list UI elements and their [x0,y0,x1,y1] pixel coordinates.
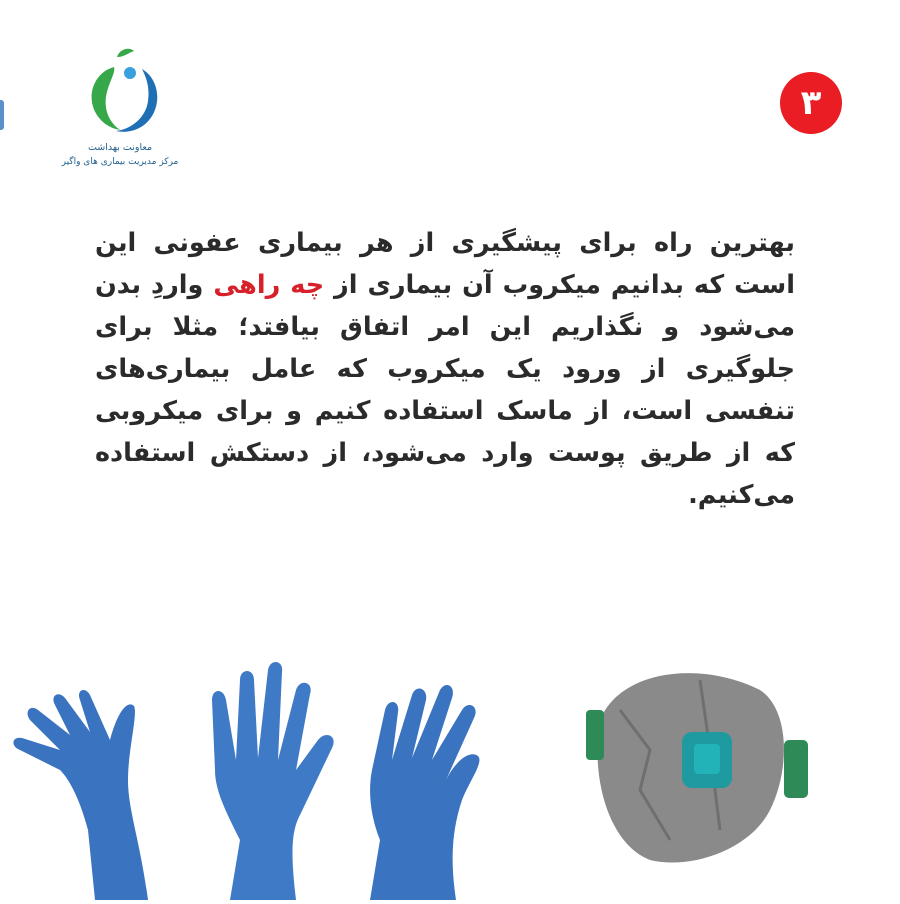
respirator-mask-icon [586,673,808,862]
glove-right-icon [370,685,479,900]
health-deputy-logo [61,45,180,175]
logo-emblem-icon [70,45,180,145]
body-paragraph [95,222,795,516]
body-text-part2: واردِ بدن می‌شود و نگذاریم این امر اتفاق بیافتد؛ مثلا برای جلوگیری از ورود یک میکروب که عامل بیماری‌های تنفسی است، از ماسک استفاده کنیم و برای میکروبی که از طریق پوست وارد می‌شود، از دستکش استفاده می‌کنیم. [95,270,795,510]
logo-caption-center: مرکز مدیریت بیماری های واگیر [61,157,179,167]
logo-caption-deputy: معاونت بهداشت [87,142,153,153]
glove-left-icon [13,690,148,900]
page-edge-mark [0,100,4,130]
blue-gloves-icon [13,662,479,900]
body-text-highlight: چه راهی [213,270,325,300]
step-number-badge: ۳ [780,72,842,134]
illustrations [0,640,900,900]
body-text-part1: بهترین راه برای پیشگیری از هر بیماری عفونی این است که بدانیم میکروب آن بیماری از [95,228,795,300]
glove-middle-icon [212,662,334,900]
